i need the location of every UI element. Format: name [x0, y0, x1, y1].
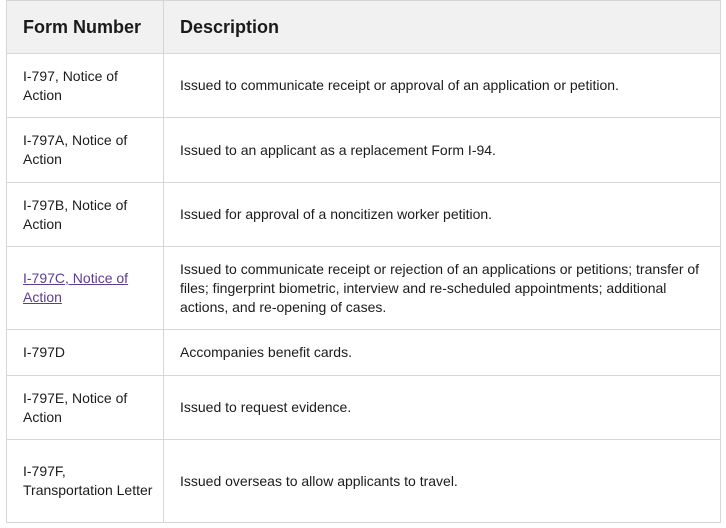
form-number-cell: I-797, Notice of Action — [7, 54, 164, 118]
description-cell: Accompanies benefit cards. — [164, 330, 721, 376]
form-number-cell — [7, 247, 164, 330]
table-header-row — [7, 1, 721, 54]
table-row — [7, 376, 721, 440]
header-description: Description — [164, 1, 721, 54]
table-row — [7, 440, 721, 523]
table-row — [7, 118, 721, 183]
form-number-cell: I-797E, Notice of Action — [7, 376, 164, 440]
description-cell: Issued to an applicant as a replacement Form I-94. — [164, 118, 721, 183]
header-form-number: Form Number — [7, 1, 164, 54]
table-row — [7, 54, 721, 118]
description-cell: Issued to communicate receipt or rejection of an applications or petitions; transfer of files; fingerprint biometric, interview and re-scheduled appointments; additional actions, and re-opening of cases. — [164, 247, 721, 330]
form-number-cell: I-797F, Transportation Letter — [7, 440, 164, 523]
form-number-cell: I-797B, Notice of Action — [7, 183, 164, 247]
form-number-cell: I-797D — [7, 330, 164, 376]
table-row — [7, 247, 721, 330]
table-row — [7, 183, 721, 247]
description-cell: Issued to communicate receipt or approval of an application or petition. — [164, 54, 721, 118]
description-cell: Issued to request evidence. — [164, 376, 721, 440]
table-row — [7, 330, 721, 376]
forms-table — [6, 0, 721, 523]
form-number-cell: I-797A, Notice of Action — [7, 118, 164, 183]
description-cell: Issued overseas to allow applicants to travel. — [164, 440, 721, 523]
i-797c-link[interactable]: I-797C, Notice of Action — [23, 270, 129, 305]
description-cell: Issued for approval of a noncitizen worker petition. — [164, 183, 721, 247]
